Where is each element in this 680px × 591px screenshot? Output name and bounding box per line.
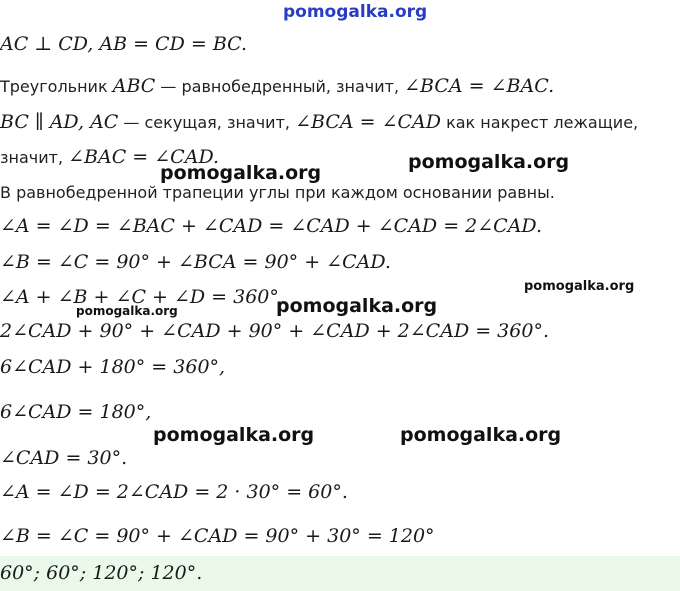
line2-math-b: ∠BCA = ∠BAC. [404, 75, 555, 97]
solution-line-3 [0, 111, 638, 133]
watermark-3: pomogalka.org [524, 279, 635, 294]
solution-line-11: 6∠CAD = 180°, [0, 401, 152, 423]
line3-text-a: — секущая, значит, [123, 113, 290, 132]
solution-line-7: ∠B = ∠C = 90° + ∠BCA = 90° + ∠CAD. [0, 251, 391, 273]
line3-text-b: как накрест лежащие, [446, 113, 639, 132]
watermark-top: pomogalka.org [283, 2, 428, 22]
solution-line-6: ∠A = ∠D = ∠BAC + ∠CAD = ∠CAD + ∠CAD = 2∠CAD. [0, 215, 543, 237]
solution-line-10: 6∠CAD + 180° = 360°, [0, 356, 226, 378]
solution-line-2 [0, 75, 554, 97]
answer-text: 60°; 60°; 120°; 120°. [0, 562, 203, 584]
watermark-6: pomogalka.org [153, 424, 315, 446]
solution-line-13: ∠A = ∠D = 2∠CAD = 2 · 30° = 60°. [0, 481, 348, 503]
solution-line-5: В равнобедренной трапеции углы при каждом основании равны. [0, 183, 555, 202]
watermark-4: pomogalka.org [276, 295, 438, 317]
solution-line-8: ∠A + ∠B + ∠C + ∠D = 360°, [0, 286, 285, 308]
watermark-1: pomogalka.org [160, 162, 322, 184]
watermark-7: pomogalka.org [400, 424, 562, 446]
answer-box [0, 556, 680, 591]
solution-line-14: ∠B = ∠C = 90° + ∠CAD = 90° + 30° = 120° [0, 525, 435, 547]
watermark-2: pomogalka.org [408, 151, 570, 173]
watermark-5: pomogalka.org [76, 304, 178, 318]
line3-math-b: ∠BCA = ∠CAD [295, 111, 441, 133]
line4-math: ∠BAC = ∠CAD. [68, 146, 220, 168]
solution-line-9: 2∠CAD + 90° + ∠CAD + 90° + ∠CAD + 2∠CAD = 360°. [0, 320, 549, 342]
line4-text: значит, [0, 148, 64, 167]
solution-line-12: ∠CAD = 30°. [0, 447, 128, 469]
line3-math-a: BC ∥ AD, AC [0, 111, 119, 133]
line2-math-a: ABC [112, 75, 156, 97]
solution-line-1: AC ⊥ CD, AB = CD = BC. [0, 33, 248, 55]
line2-text-b: — равнобедренный, значит, [160, 77, 400, 96]
line2-text-a: Треугольник [0, 77, 108, 96]
